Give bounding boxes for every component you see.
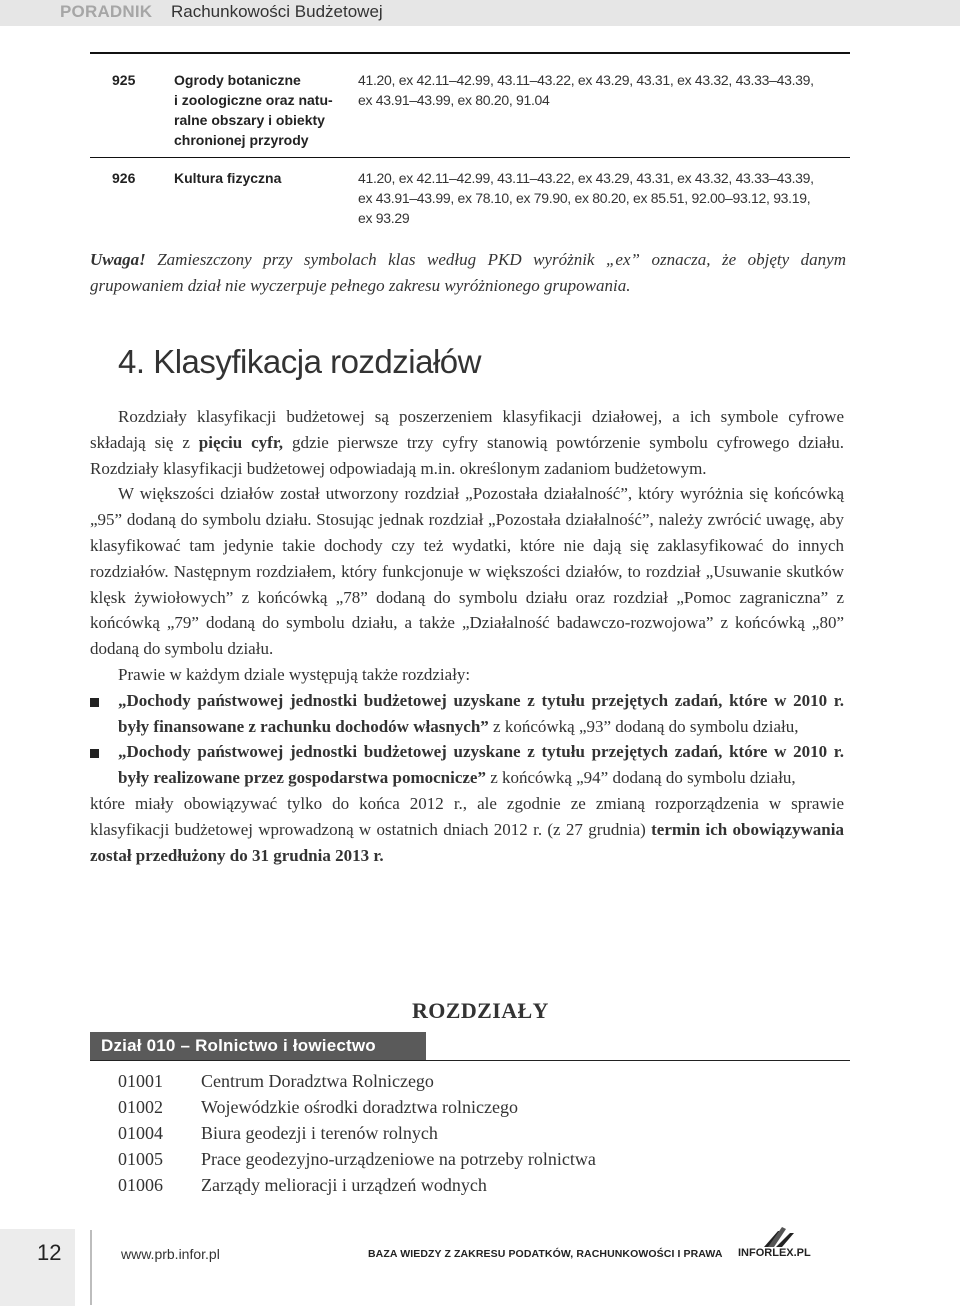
paragraph-text: które miały obowiązywać tylko do końca 2012 r., ale zgodnie ze zmianą rozporządzenia w sprawie klasyfikacji budżetowej wprowadzoną w ostatnich dniach 2012 r. (z 27 grudnia) <box>90 793 844 839</box>
page-number: 12 <box>37 1240 62 1265</box>
row-name <box>174 168 281 188</box>
header-subtitle: Rachunkowości Budżetowej <box>171 2 383 21</box>
list-item-text: z końcówką „93” dodaną do symbolu działu, <box>488 716 799 736</box>
pkd-table <box>90 52 850 238</box>
chapter-code: 01004 <box>118 1123 163 1143</box>
chapter-code: 01001 <box>118 1071 163 1091</box>
chapter-list <box>118 1068 596 1198</box>
paragraph: W większości działów został utworzony rozdział „Pozostała działalność”, który wyróżnia się końcówką „95” dodaną do symbolu działu. Stosując jednak rozdział „Pozostała działalność”, należy zwrócić uwagę, aby klasyfikować tam jedynie takie dochody czy też wydatki, które nie dają się zaklasyfikować do innych rozdziałów. Następnym rozdziałem, który funkcjonuje w większości działów, to rozdział „Usuwanie skutków klęsk żywiołowych” z końcówką „78” dodaną do symbolu działu oraz rozdział „Pomoc zagraniczna” z końcówką „79” dodaną do symbolu działu, a także „Działalność badawczo-rozwojowa” z końcówką „80” dodaną do symbolu działu. <box>90 484 844 659</box>
paragraph <box>90 791 844 868</box>
division-bar <box>90 1032 426 1060</box>
row-name <box>174 70 333 150</box>
note-text: Zamieszczony przy symbolach klas według PKD wyróżnik „ex” oznacza, że objęty danym grupowaniem dział nie wyczerpuje pełnego zakresu wyróżnionego grupowania. <box>90 250 846 295</box>
chapter-name: Biura geodezji i terenów rolnych <box>201 1123 438 1143</box>
paragraph-text: gdzie pierwsze trzy cyfry stanowią powtórzenie symbolu cyfrowego działu. Rozdziały klasyfikacji budżetowej odpowiadają m.in. określonym zadaniom budżetowym. <box>90 432 845 478</box>
row-classes-line: 41.20, ex 42.11–42.99, 43.11–43.22, ex 43.29, 43.31, ex 43.32, 43.33–43.39, <box>358 170 814 186</box>
row-classes-line: ex 43.91–43.99, ex 78.10, ex 79.90, ex 80.20, ex 85.51, 92.00–93.12, 93.19, <box>358 190 811 206</box>
page-header <box>0 0 960 26</box>
footer-url-link[interactable]: www.prb.infor.pl <box>121 1246 220 1262</box>
footer-tagline: BAZA WIEDZY Z ZAKRESU PODATKÓW, RACHUNKOWOŚCI I PRAWA <box>368 1248 723 1260</box>
list-item <box>90 688 844 740</box>
row-name-line: Kultura fizyczna <box>174 170 282 186</box>
paragraph-text: Rozdziały klasyfikacji budżetowej są poszerzeniem klasyfikacji działowej, a ich symbole cyfrowe składają się z <box>90 407 844 452</box>
row-classes-line: ex 93.29 <box>358 210 410 226</box>
list-item-bold: „Dochody państwowej jednostki budżetowej uzyskane z tytułu przejętych zadań, które w 2010 r. były realizowane przez gospodarstwa pomocnicze” <box>118 742 844 788</box>
row-classes-line: ex 43.91–43.99, ex 80.20, 91.04 <box>358 92 550 108</box>
row-classes <box>358 168 843 228</box>
row-name-line: chronionej przyrody <box>174 132 309 148</box>
chapters-title: ROZDZIAŁY <box>412 998 549 1023</box>
row-classes <box>358 70 843 110</box>
logo-text: INFORLEX.PL <box>738 1247 811 1259</box>
list-item <box>118 1146 596 1172</box>
list-item <box>118 1094 596 1120</box>
bullet-square-icon <box>90 698 99 707</box>
chapter-name: Prace geodezyjno-urządzeniowe na potrzeby rolnictwa <box>201 1149 596 1169</box>
list-item <box>90 739 844 791</box>
row-name-line: i zoologiczne oraz natu- <box>174 92 333 108</box>
paragraph <box>90 404 844 481</box>
note-label: Uwaga! <box>90 250 146 269</box>
footer-divider <box>90 1230 92 1305</box>
page-number-box <box>0 1229 75 1306</box>
list-item-text: z końcówką „94” dodaną do symbolu działu, <box>485 768 796 788</box>
list-item <box>118 1172 596 1198</box>
body-text <box>90 404 844 868</box>
row-name-line: Ogrody botaniczne <box>174 72 301 88</box>
bullet-square-icon <box>90 749 99 758</box>
paragraph-bold: termin ich obowiązywania został przedłużony do 31 grudnia 2013 r. <box>90 819 844 865</box>
list-item <box>118 1120 596 1146</box>
list-item <box>118 1068 596 1094</box>
row-code: 925 <box>112 72 136 88</box>
chapter-name: Zarządy melioracji i urządzeń wodnych <box>201 1175 487 1195</box>
division-divider <box>90 1060 850 1061</box>
chapter-name: Centrum Doradztwa Rolniczego <box>201 1071 434 1091</box>
inforlex-logo <box>738 1227 818 1267</box>
row-code: 926 <box>112 170 136 186</box>
header-brand: PORADNIK <box>60 2 153 21</box>
division-label: Dział 010 – Rolnictwo i łowiectwo <box>101 1036 376 1055</box>
chapter-code: 01005 <box>118 1149 163 1169</box>
chapter-code: 01006 <box>118 1175 163 1195</box>
paragraph-bold: pięciu cyfr, <box>198 432 284 452</box>
note <box>90 247 846 299</box>
paragraph: Prawie w każdym dziale występują także rozdziały: <box>118 664 471 684</box>
list-item-bold: „Dochody państwowej jednostki budżetowej uzyskane z tytułu przejętych zadań, które w 2010 r. były finansowane z rachunku dochodów własnych” <box>118 690 844 736</box>
row-classes-line: 41.20, ex 42.11–42.99, 43.11–43.22, ex 43.29, 43.31, ex 43.32, 43.33–43.39, <box>358 72 814 88</box>
table-row <box>90 54 850 158</box>
table-row <box>90 158 850 238</box>
chapter-name: Wojewódzkie ośrodki doradztwa rolniczego <box>201 1097 518 1117</box>
section-title: 4. Klasyfikacja rozdziałów <box>118 343 481 380</box>
chapter-code: 01002 <box>118 1097 163 1117</box>
row-name-line: ralne obszary i obiekty <box>174 112 325 128</box>
